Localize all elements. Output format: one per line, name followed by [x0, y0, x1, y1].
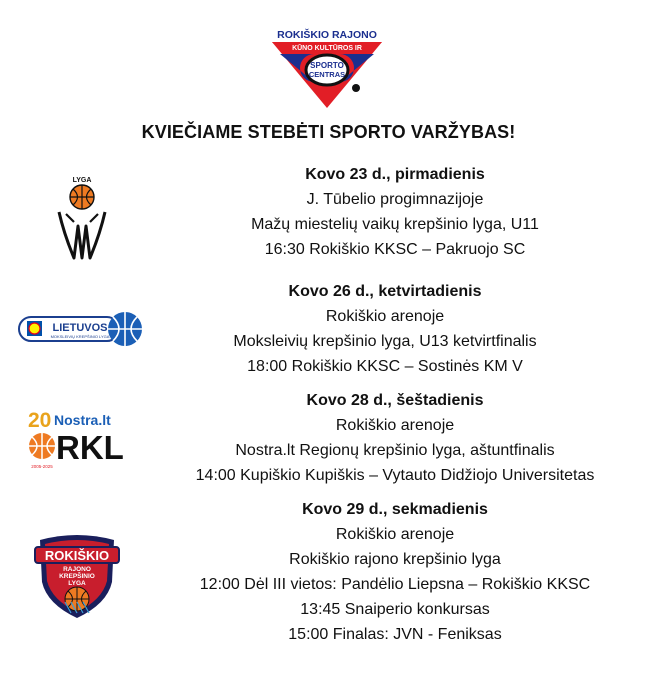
logo-years-text: 2005-2025 — [31, 464, 53, 469]
logo-line3: SPORTO — [310, 61, 344, 70]
event-1-league: Mažų miestelių vaikų krepšinio lyga, U11 — [251, 216, 539, 233]
event-1-game-1: 16:30 Rokiškio KKSC – Pakruojo SC — [264, 241, 526, 258]
logo-lietuvos-text: LIETUVOS — [52, 322, 108, 334]
event-2-game-1: 18:00 Rokiškio KKSC – Sostinės KM V — [247, 358, 523, 375]
logo-line4: CENTRAS — [308, 70, 346, 79]
page-title: KVIEČIAME STEBĖTI SPORTO VARŽYBAS! — [141, 122, 516, 142]
logo-nostra-text: Nostra.lt — [54, 412, 111, 428]
event-2-place: Rokiškio arenoje — [325, 308, 445, 325]
logo-rajono-text: RAJONO — [63, 566, 91, 573]
event-1-date: Kovo 23 d., pirmadienis — [305, 166, 485, 183]
event-3-date: Kovo 28 d., šeštadienis — [306, 392, 484, 409]
sports-centre-logo — [268, 28, 386, 110]
event-4-game-3: 15:00 Finalas: JVN - Feniksas — [288, 626, 502, 643]
event-3-place: Rokiškio arenoje — [335, 417, 455, 434]
mmvkl-basketball-logo — [56, 174, 108, 260]
nostra-rkl-logo — [26, 407, 138, 471]
event-3-game-1: 14:00 Kupiškio Kupiškis – Vytauto Didžiojo Universitetas — [195, 467, 595, 484]
event-2-date: Kovo 26 d., ketvirtadienis — [288, 283, 482, 300]
event-4-game-2: 13:45 Snaiperio konkursas — [300, 601, 490, 618]
logo-rkl-text: RKL — [56, 429, 124, 466]
logo-anniv-text: 20 — [28, 409, 52, 432]
logo-lyga-text: LYGA — [72, 177, 92, 184]
event-4 — [160, 497, 630, 647]
event-2-league: Moksleivių krepšinio lyga, U13 ketvirtfinalis — [233, 333, 537, 350]
event-2 — [200, 279, 570, 379]
logo-line2: KŪNO KULTŪROS IR — [292, 45, 362, 52]
rokiskio-rkl-shield-logo — [32, 532, 122, 620]
event-1 — [220, 162, 570, 262]
logo-lyga-text-2: LYGA — [68, 580, 86, 587]
logo-krepsinio-text: KREPŠINIO — [59, 573, 95, 580]
logo-mkl-subtext: MOKSLEIVIŲ KREPŠINIO LYGA — [50, 334, 110, 339]
logo-line1: ROKIŠKIO RAJONO — [277, 29, 377, 41]
event-4-league: Rokiškio rajono krepšinio lyga — [289, 551, 501, 568]
event-4-place: Rokiškio arenoje — [335, 526, 455, 543]
event-4-game-1: 12:00 Dėl III vietos: Pandėlio Liepsna – Rokiškio KKSC — [199, 576, 591, 593]
event-4-date: Kovo 29 d., sekmadienis — [302, 501, 488, 518]
event-3 — [155, 388, 635, 488]
logo-rokiskio-text: ROKIŠKIO — [44, 548, 110, 563]
event-3-league: Nostra.lt Regionų krepšinio lyga, aštuntfinalis — [235, 442, 555, 459]
lidl-lietuvos-mkl-logo — [17, 309, 143, 351]
event-1-place: J. Tūbelio progimnazijoje — [306, 191, 484, 208]
